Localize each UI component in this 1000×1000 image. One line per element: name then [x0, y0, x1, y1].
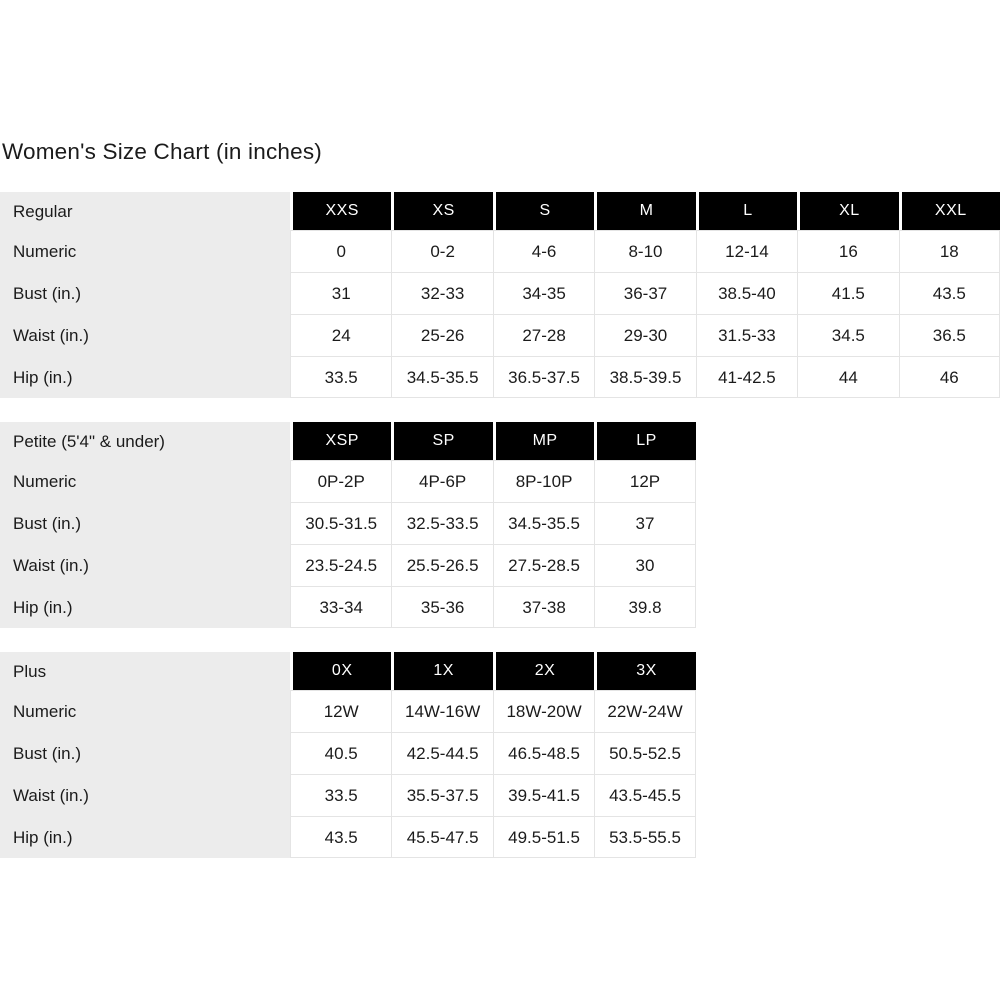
size-value-cell: 46.5-48.5: [493, 732, 594, 774]
size-value-cell: 50.5-52.5: [594, 732, 695, 774]
size-value-cell: 38.5-39.5: [594, 356, 695, 398]
row-label: Bust (in.): [0, 502, 290, 544]
size-value-cell: 33-34: [290, 586, 391, 628]
size-header-cell: 1X: [391, 652, 492, 690]
row-label: Waist (in.): [0, 314, 290, 356]
size-value-cell: 31.5-33: [696, 314, 797, 356]
size-value-cell: 34-35: [493, 272, 594, 314]
size-value-cell: 49.5-51.5: [493, 816, 594, 858]
size-header-cell: L: [696, 192, 797, 230]
size-value-cell: 27.5-28.5: [493, 544, 594, 586]
size-header-cell: SP: [391, 422, 492, 460]
size-value-cell: 53.5-55.5: [594, 816, 695, 858]
size-header-cell: 2X: [493, 652, 594, 690]
size-value-cell: 44: [797, 356, 898, 398]
size-header-cell: 0X: [290, 652, 391, 690]
size-table-regular: [0, 192, 1000, 398]
row-label: Hip (in.): [0, 356, 290, 398]
size-value-cell: 45.5-47.5: [391, 816, 492, 858]
size-value-cell: 41.5: [797, 272, 898, 314]
table-title-cell: Regular: [0, 192, 290, 230]
size-value-cell: 37-38: [493, 586, 594, 628]
size-header-cell: XXS: [290, 192, 391, 230]
size-value-cell: 34.5: [797, 314, 898, 356]
size-value-cell: 29-30: [594, 314, 695, 356]
size-value-cell: 27-28: [493, 314, 594, 356]
size-value-cell: 30.5-31.5: [290, 502, 391, 544]
size-table-petite: [0, 422, 696, 628]
size-value-cell: 25-26: [391, 314, 492, 356]
size-value-cell: 12W: [290, 690, 391, 732]
size-header-cell: XXL: [899, 192, 1000, 230]
row-label: Waist (in.): [0, 544, 290, 586]
size-value-cell: 39.5-41.5: [493, 774, 594, 816]
size-value-cell: 25.5-26.5: [391, 544, 492, 586]
size-value-cell: 41-42.5: [696, 356, 797, 398]
size-value-cell: 22W-24W: [594, 690, 695, 732]
size-value-cell: 35.5-37.5: [391, 774, 492, 816]
size-value-cell: 30: [594, 544, 695, 586]
size-value-cell: 34.5-35.5: [391, 356, 492, 398]
row-label: Bust (in.): [0, 272, 290, 314]
size-value-cell: 33.5: [290, 356, 391, 398]
size-value-cell: 31: [290, 272, 391, 314]
size-value-cell: 23.5-24.5: [290, 544, 391, 586]
size-value-cell: 36.5: [899, 314, 1000, 356]
size-value-cell: 33.5: [290, 774, 391, 816]
size-value-cell: 12-14: [696, 230, 797, 272]
size-value-cell: 4-6: [493, 230, 594, 272]
size-header-cell: XSP: [290, 422, 391, 460]
size-value-cell: 32.5-33.5: [391, 502, 492, 544]
table-title-cell: Petite (5'4" & under): [0, 422, 290, 460]
size-value-cell: 14W-16W: [391, 690, 492, 732]
size-value-cell: 0: [290, 230, 391, 272]
size-value-cell: 8-10: [594, 230, 695, 272]
size-header-cell: MP: [493, 422, 594, 460]
size-value-cell: 0P-2P: [290, 460, 391, 502]
size-value-cell: 8P-10P: [493, 460, 594, 502]
size-value-cell: 40.5: [290, 732, 391, 774]
size-value-cell: 18W-20W: [493, 690, 594, 732]
size-header-cell: LP: [594, 422, 695, 460]
size-value-cell: 38.5-40: [696, 272, 797, 314]
size-value-cell: 43.5: [290, 816, 391, 858]
size-header-cell: XL: [797, 192, 898, 230]
row-label: Waist (in.): [0, 774, 290, 816]
table-title-cell: Plus: [0, 652, 290, 690]
row-label: Hip (in.): [0, 816, 290, 858]
size-value-cell: 42.5-44.5: [391, 732, 492, 774]
size-value-cell: 32-33: [391, 272, 492, 314]
row-label: Numeric: [0, 690, 290, 732]
size-value-cell: 36-37: [594, 272, 695, 314]
size-value-cell: 35-36: [391, 586, 492, 628]
size-value-cell: 36.5-37.5: [493, 356, 594, 398]
row-label: Hip (in.): [0, 586, 290, 628]
size-table-plus: [0, 652, 696, 858]
row-label: Bust (in.): [0, 732, 290, 774]
page-title: Women's Size Chart (in inches): [2, 139, 322, 164]
size-value-cell: 0-2: [391, 230, 492, 272]
size-value-cell: 43.5: [899, 272, 1000, 314]
size-value-cell: 34.5-35.5: [493, 502, 594, 544]
size-value-cell: 18: [899, 230, 1000, 272]
row-label: Numeric: [0, 230, 290, 272]
size-value-cell: 12P: [594, 460, 695, 502]
size-value-cell: 39.8: [594, 586, 695, 628]
size-value-cell: 16: [797, 230, 898, 272]
size-header-cell: 3X: [594, 652, 695, 690]
size-header-cell: M: [594, 192, 695, 230]
size-value-cell: 24: [290, 314, 391, 356]
size-value-cell: 4P-6P: [391, 460, 492, 502]
size-header-cell: XS: [391, 192, 492, 230]
size-header-cell: S: [493, 192, 594, 230]
size-value-cell: 46: [899, 356, 1000, 398]
size-value-cell: 37: [594, 502, 695, 544]
row-label: Numeric: [0, 460, 290, 502]
size-value-cell: 43.5-45.5: [594, 774, 695, 816]
